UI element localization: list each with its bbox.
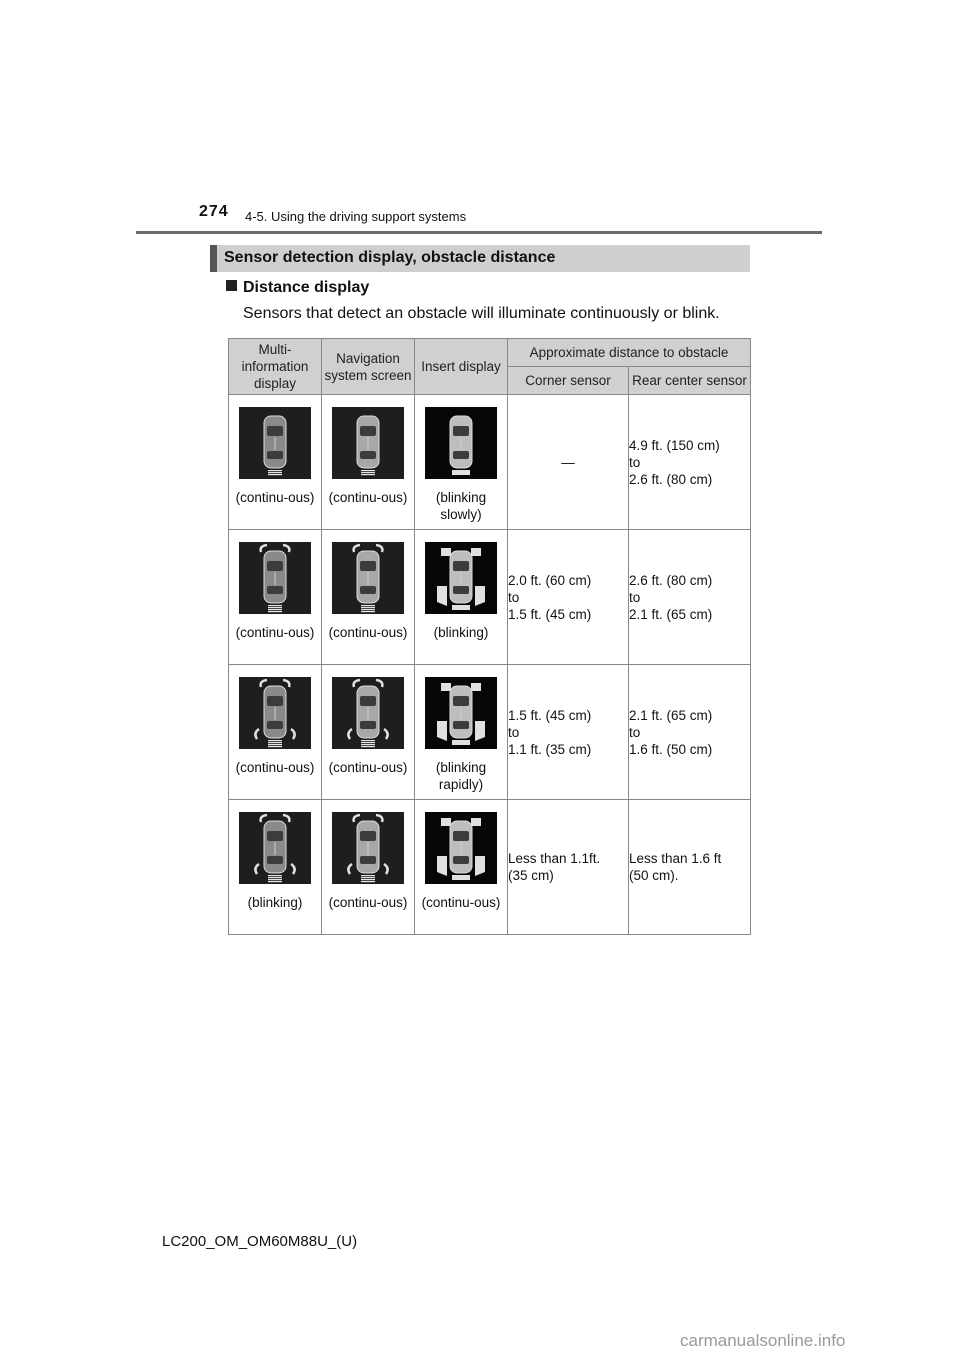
display-cell-mid — [229, 800, 322, 935]
vehicle-sensor-icon — [239, 407, 311, 479]
footer-code: LC200_OM_OM60M88U_(U) — [162, 1233, 358, 1250]
display-cell-nav — [322, 395, 415, 530]
vehicle-sensor-icon — [332, 407, 404, 479]
vehicle-sensor-icon — [332, 677, 404, 749]
corner-sensor-distance: 1.5 ft. (45 cm) to 1.1 ft. (35 cm) — [508, 665, 629, 800]
display-caption: (continu-ous) — [328, 490, 408, 505]
rear-sensor-distance: 2.1 ft. (65 cm) to 1.6 ft. (50 cm) — [629, 665, 751, 800]
header-multi-info-display: Multi-information display — [229, 339, 322, 395]
vehicle-sensor-icon — [425, 407, 497, 479]
vehicle-sensor-icon — [239, 542, 311, 614]
heading-bar — [210, 245, 750, 272]
display-caption: (blinking) — [247, 895, 303, 910]
corner-sensor-distance: — — [508, 395, 629, 530]
display-cell-mid — [229, 395, 322, 530]
display-caption: (continu-ous) — [328, 895, 408, 910]
square-bullet-icon — [226, 280, 237, 291]
vehicle-sensor-icon — [332, 812, 404, 884]
header-rule — [136, 231, 822, 234]
header-navigation-screen: Navigation system screen — [322, 339, 415, 395]
header-insert-display: Insert display — [415, 339, 508, 395]
table-row — [229, 800, 751, 935]
rear-sensor-distance: 4.9 ft. (150 cm) to 2.6 ft. (80 cm) — [629, 395, 751, 530]
display-cell-nav — [322, 665, 415, 800]
display-caption: (continu-ous) — [235, 625, 315, 640]
display-caption: (blinking) — [433, 625, 489, 640]
display-cell-mid — [229, 530, 322, 665]
section-title: 4-5. Using the driving support systems — [245, 209, 467, 224]
page-number: 274 — [199, 203, 229, 220]
corner-sensor-distance: 2.0 ft. (60 cm) to 1.5 ft. (45 cm) — [508, 530, 629, 665]
table-row — [229, 530, 751, 665]
vehicle-sensor-icon — [332, 542, 404, 614]
vehicle-sensor-icon — [425, 812, 497, 884]
corner-sensor-distance: Less than 1.1ft. (35 cm) — [508, 800, 629, 935]
display-cell-insert — [415, 665, 508, 800]
header-corner-sensor: Corner sensor — [508, 367, 629, 395]
heading-text: Sensor detection display, obstacle distance — [224, 249, 556, 266]
vehicle-sensor-icon — [239, 812, 311, 884]
header-rear-center-sensor: Rear center sensor — [629, 367, 751, 395]
watermark: carmanualsonline.info — [680, 1331, 846, 1350]
display-caption: (continu-ous) — [328, 760, 408, 775]
header-approx-distance: Approximate distance to obstacle — [508, 339, 751, 367]
display-cell-insert — [415, 395, 508, 530]
distance-table — [228, 338, 751, 935]
display-cell-nav — [322, 530, 415, 665]
display-cell-nav — [322, 800, 415, 935]
display-caption: (continu-ous) — [421, 895, 501, 910]
display-caption: (continu-ous) — [235, 490, 315, 505]
subheading-text: Distance display — [243, 279, 370, 296]
display-cell-insert — [415, 800, 508, 935]
display-cell-mid — [229, 665, 322, 800]
rear-sensor-distance: 2.6 ft. (80 cm) to 2.1 ft. (65 cm) — [629, 530, 751, 665]
table-row — [229, 665, 751, 800]
table-row — [229, 395, 751, 530]
vehicle-sensor-icon — [425, 677, 497, 749]
rear-sensor-distance: Less than 1.6 ft (50 cm). — [629, 800, 751, 935]
display-cell-insert — [415, 530, 508, 665]
subheading — [226, 279, 369, 297]
vehicle-sensor-icon — [239, 677, 311, 749]
display-caption: (continu-ous) — [235, 760, 315, 775]
vehicle-sensor-icon — [425, 542, 497, 614]
description: Sensors that detect an obstacle will illuminate continuously or blink. — [243, 305, 720, 322]
display-caption: (blinking slowly) — [435, 490, 487, 522]
display-caption: (continu-ous) — [328, 625, 408, 640]
display-caption: (blinking rapidly) — [435, 760, 487, 792]
